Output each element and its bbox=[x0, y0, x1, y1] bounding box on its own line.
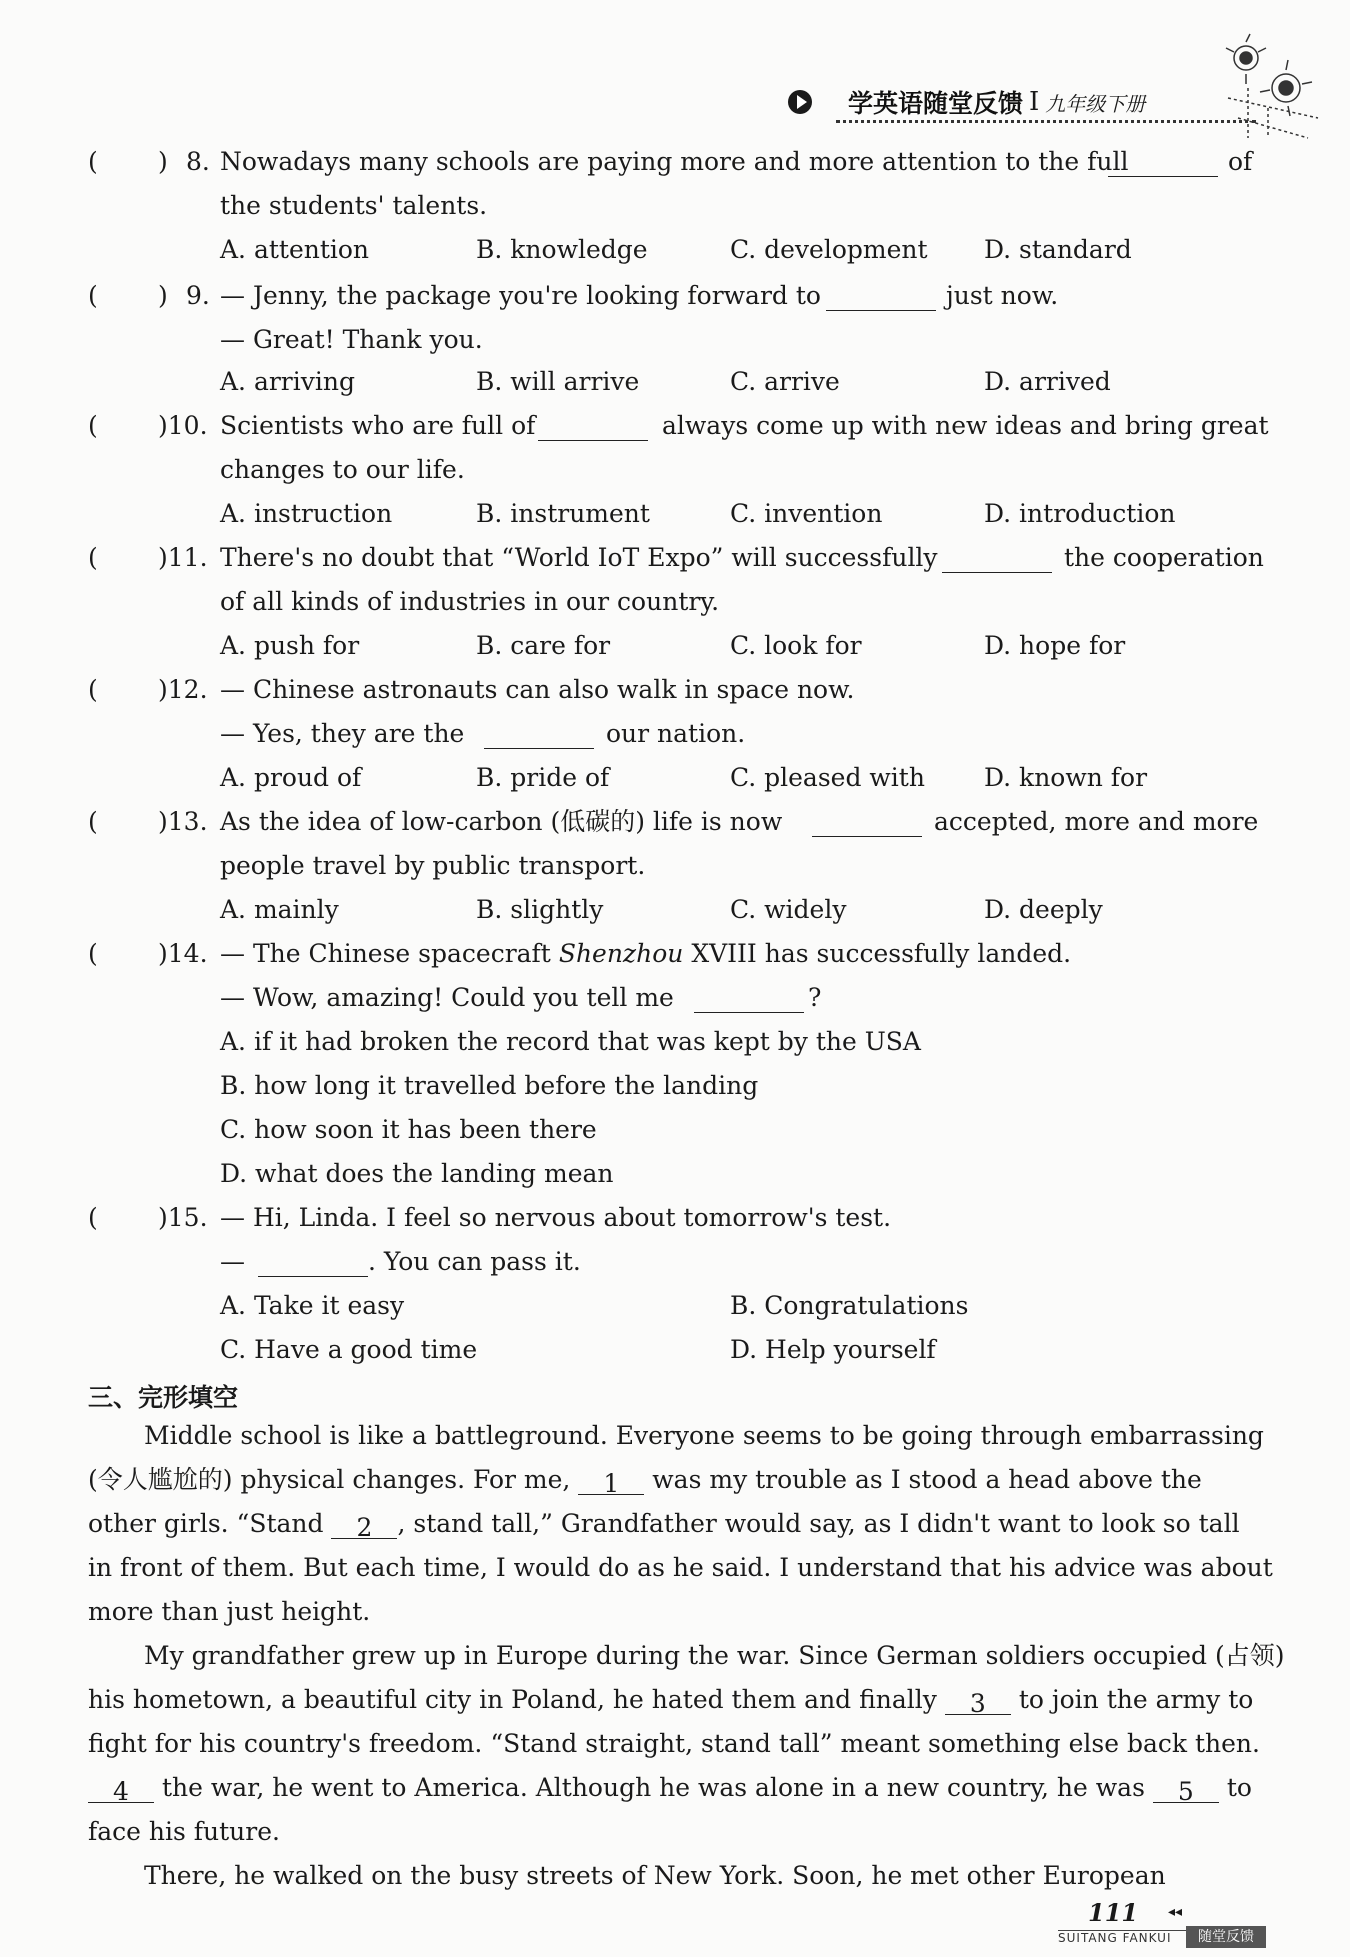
passage-text: to bbox=[1226, 1773, 1252, 1802]
option-a[interactable]: A. arriving bbox=[220, 367, 355, 396]
header-grade: 九年级下册 bbox=[1045, 91, 1146, 116]
header-separator: I bbox=[1029, 87, 1040, 117]
page-number: 111 bbox=[1088, 1898, 1139, 1927]
passage-line bbox=[88, 1772, 1252, 1804]
question-text-end: XVIII has successfully landed. bbox=[691, 939, 1072, 968]
footer-badge: 随堂反馈 bbox=[1186, 1926, 1266, 1948]
passage-line bbox=[88, 1508, 1240, 1540]
passage-text: the war, he went to America. Although he was alone in a new country, he was bbox=[161, 1773, 1145, 1802]
option-b[interactable]: B. Congratulations bbox=[730, 1291, 969, 1320]
option-b[interactable]: B. knowledge bbox=[476, 235, 648, 264]
option-d[interactable]: D. introduction bbox=[984, 499, 1176, 528]
passage-text: his hometown, a beautiful city in Poland, he hated them and finally bbox=[88, 1685, 937, 1714]
question-number: )10. bbox=[158, 411, 208, 440]
answer-blank[interactable] bbox=[812, 810, 922, 837]
option-d[interactable]: D. what does the landing mean bbox=[220, 1159, 614, 1188]
answer-paren-open: ( bbox=[88, 675, 98, 704]
option-a[interactable]: A. push for bbox=[220, 631, 360, 660]
question-mark: ? bbox=[808, 983, 822, 1012]
answer-blank[interactable] bbox=[1108, 150, 1218, 177]
question-text: There's no doubt that “World IoT Expo” will successfully bbox=[220, 543, 938, 572]
passage-text: other girls. “Stand bbox=[88, 1509, 324, 1538]
answer-blank[interactable] bbox=[258, 1250, 368, 1277]
play-icon bbox=[788, 90, 812, 114]
answer-blank[interactable] bbox=[826, 284, 936, 311]
option-c[interactable]: C. widely bbox=[730, 895, 847, 924]
option-b[interactable]: B. instrument bbox=[476, 499, 650, 528]
question-text-end: of bbox=[1228, 147, 1253, 176]
question-number: )13. bbox=[158, 807, 208, 836]
option-c[interactable]: C. look for bbox=[730, 631, 862, 660]
question-11-line-2: of all kinds of industries in our country. bbox=[220, 587, 720, 616]
question-text: — Yes, they are the bbox=[220, 719, 465, 748]
question-text bbox=[220, 938, 1071, 970]
question-text-end: . You can pass it. bbox=[368, 1247, 581, 1276]
question-number: 8. bbox=[186, 147, 210, 176]
passage-text: (令人尴尬的) physical changes. For me, bbox=[88, 1465, 571, 1494]
option-d[interactable]: D. arrived bbox=[984, 367, 1111, 396]
passage-line: fight for his country's freedom. “Stand straight, stand tall” meant something else back then. bbox=[88, 1729, 1260, 1758]
answer-blank[interactable] bbox=[694, 986, 804, 1013]
question-number: )11. bbox=[158, 543, 208, 572]
passage-line: face his future. bbox=[88, 1817, 280, 1846]
question-text: — Hi, Linda. I feel so nervous about tomorrow's test. bbox=[220, 1203, 892, 1232]
answer-paren-open: ( bbox=[88, 147, 98, 176]
cloze-blank-4[interactable]: 4 bbox=[88, 1776, 154, 1803]
question-text-end: the cooperation bbox=[1064, 543, 1264, 572]
answer-paren-open: ( bbox=[88, 411, 98, 440]
dash: — bbox=[220, 1247, 245, 1276]
option-c[interactable]: C. invention bbox=[730, 499, 883, 528]
option-c[interactable]: C. pleased with bbox=[730, 763, 925, 792]
question-text: — Jenny, the package you're looking forward to bbox=[220, 281, 821, 310]
answer-blank[interactable] bbox=[538, 414, 648, 441]
question-number: )12. bbox=[158, 675, 208, 704]
option-c[interactable]: C. development bbox=[730, 235, 928, 264]
question-number: )14. bbox=[158, 939, 208, 968]
answer-paren-close: ) bbox=[158, 281, 168, 310]
option-a[interactable]: A. proud of bbox=[220, 763, 362, 792]
spacecraft-name: Shenzhou bbox=[558, 939, 684, 968]
header-title: 学英语随堂反馈 bbox=[848, 89, 1024, 118]
double-arrow-icon: ◂◂ bbox=[1168, 1904, 1183, 1920]
answer-paren-open: ( bbox=[88, 939, 98, 968]
option-c[interactable]: C. how soon it has been there bbox=[220, 1115, 597, 1144]
question-text: Scientists who are full of bbox=[220, 411, 536, 440]
option-d[interactable]: D. hope for bbox=[984, 631, 1126, 660]
cloze-blank-5[interactable]: 5 bbox=[1153, 1776, 1219, 1803]
page-header bbox=[788, 80, 1145, 124]
answer-paren-close: ) bbox=[158, 147, 168, 176]
question-13-line-2: people travel by public transport. bbox=[220, 851, 646, 880]
question-number: )15. bbox=[158, 1203, 208, 1232]
passage-line: more than just height. bbox=[88, 1597, 371, 1626]
question-text: — Wow, amazing! Could you tell me bbox=[220, 983, 674, 1012]
option-d[interactable]: D. known for bbox=[984, 763, 1148, 792]
question-text: As the idea of low-carbon (低碳的) life is now bbox=[220, 807, 783, 836]
passage-line bbox=[88, 1684, 1253, 1716]
cloze-blank-2[interactable]: 2 bbox=[331, 1512, 397, 1539]
option-b[interactable]: B. care for bbox=[476, 631, 611, 660]
question-text: — Chinese astronauts can also walk in space now. bbox=[220, 675, 855, 704]
option-a[interactable]: A. if it had broken the record that was kept by the USA bbox=[220, 1027, 921, 1056]
cloze-blank-1[interactable]: 1 bbox=[578, 1468, 644, 1495]
option-b[interactable]: B. pride of bbox=[476, 763, 610, 792]
question-number: 9. bbox=[186, 281, 210, 310]
option-a[interactable]: A. instruction bbox=[220, 499, 393, 528]
question-10-line-2: changes to our life. bbox=[220, 455, 465, 484]
question-9-line-2: — Great! Thank you. bbox=[220, 325, 483, 354]
question-text-end: just now. bbox=[946, 281, 1059, 310]
option-d[interactable]: D. Help yourself bbox=[730, 1335, 936, 1364]
option-c[interactable]: C. Have a good time bbox=[220, 1335, 478, 1364]
option-c[interactable]: C. arrive bbox=[730, 367, 840, 396]
answer-paren-open: ( bbox=[88, 281, 98, 310]
question-text-start: — The Chinese spacecraft bbox=[220, 939, 551, 968]
answer-paren-open: ( bbox=[88, 807, 98, 836]
passage-line: My grandfather grew up in Europe during the war. Since German soldiers occupied (占领) bbox=[144, 1641, 1285, 1670]
option-b[interactable]: B. slightly bbox=[476, 895, 604, 924]
question-text: Nowadays many schools are paying more and more attention to the full bbox=[220, 147, 1129, 176]
answer-paren-open: ( bbox=[88, 543, 98, 572]
option-a[interactable]: A. Take it easy bbox=[220, 1291, 405, 1320]
passage-line: Middle school is like a battleground. Everyone seems to be going through embarrassing bbox=[144, 1421, 1264, 1450]
passage-text: was my trouble as I stood a head above the bbox=[652, 1465, 1202, 1494]
option-d[interactable]: D. deeply bbox=[984, 895, 1103, 924]
passage-text: , stand tall,” Grandfather would say, as I didn't want to look so tall bbox=[397, 1509, 1240, 1538]
question-text-end: our nation. bbox=[606, 719, 746, 748]
header-divider bbox=[836, 120, 1256, 123]
passage-text: to join the army to bbox=[1018, 1685, 1254, 1714]
option-a[interactable]: A. mainly bbox=[220, 895, 339, 924]
passage-line: in front of them. But each time, I would do as he said. I understand that his advice was about bbox=[88, 1553, 1273, 1582]
sunflower-decoration-icon bbox=[1208, 28, 1328, 148]
question-8-line-2: the students' talents. bbox=[220, 191, 488, 220]
passage-line: There, he walked on the busy streets of New York. Soon, he met other European bbox=[144, 1861, 1166, 1890]
option-d[interactable]: D. standard bbox=[984, 235, 1132, 264]
cloze-blank-3[interactable]: 3 bbox=[945, 1688, 1011, 1715]
option-a[interactable]: A. attention bbox=[220, 235, 370, 264]
footer-brand: SUITANG FANKUI bbox=[1058, 1930, 1186, 1945]
question-text-end: accepted, more and more bbox=[934, 807, 1259, 836]
option-b[interactable]: B. will arrive bbox=[476, 367, 640, 396]
passage-line bbox=[88, 1464, 1202, 1496]
answer-blank[interactable] bbox=[942, 546, 1052, 573]
section-title: 三、完形填空 bbox=[88, 1383, 239, 1412]
answer-blank[interactable] bbox=[484, 722, 594, 749]
option-b[interactable]: B. how long it travelled before the landing bbox=[220, 1071, 759, 1100]
question-text-end: always come up with new ideas and bring great bbox=[662, 411, 1269, 440]
answer-paren-open: ( bbox=[88, 1203, 98, 1232]
